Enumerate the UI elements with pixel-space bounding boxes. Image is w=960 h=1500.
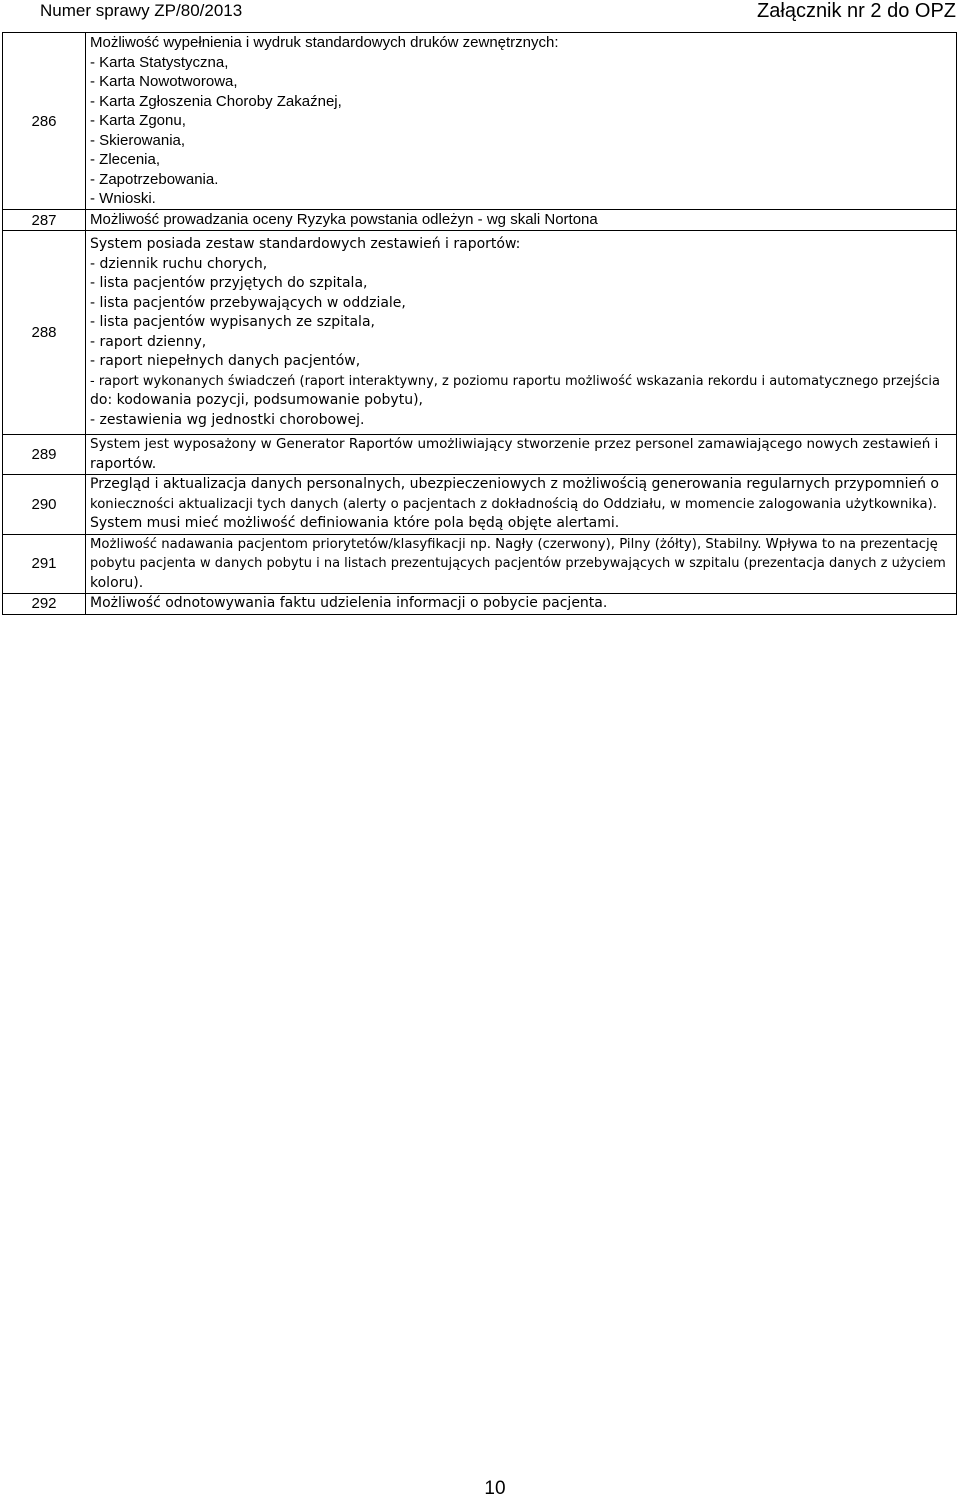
row-description — [86, 534, 957, 594]
description-line: - lista pacjentów przebywających w oddziale, — [90, 294, 406, 311]
table-row — [3, 33, 957, 210]
row-number: 288 — [3, 231, 86, 435]
description-line: - lista pacjentów wypisanych ze szpitala, — [90, 314, 375, 330]
row-number: 290 — [3, 475, 86, 535]
row-description — [86, 231, 957, 435]
description-line: System jest wyposażony w Generator Raportów umożliwiający stworzenie przez personel zamawiającego nowych zestawień i — [90, 436, 939, 452]
row-description — [86, 594, 957, 615]
description-line: - Skierowania, — [90, 131, 186, 149]
table-row — [3, 475, 957, 535]
description-line: do: kodowania pozycji, podsumowanie pobytu), — [90, 392, 423, 408]
requirements-table — [2, 32, 957, 615]
description-line: - dziennik ruchu chorych, — [90, 255, 268, 272]
description-line: - lista pacjentów przyjętych do szpitala, — [90, 275, 368, 291]
table-row — [3, 231, 957, 435]
row-number: 289 — [3, 435, 86, 475]
description-line: - Zapotrzebowania. — [90, 170, 219, 188]
description-line: System musi mieć możliwość definiowania które pola będą objęte alertami. — [90, 515, 620, 531]
row-description — [86, 435, 957, 475]
table-row — [3, 210, 957, 231]
description-line: Przegląd i aktualizacja danych personalnych, ubezpieczeniowych z możliwością generowania regularnych przypomnień o — [90, 476, 939, 492]
row-number: 292 — [3, 594, 86, 615]
description-line: Możliwość wypełnienia i wydruk standardowych druków zewnętrznych: — [90, 34, 559, 52]
description-line: System posiada zestaw standardowych zestawień i raportów: — [90, 236, 521, 252]
description-line: - Wnioski. — [90, 190, 156, 208]
description-line: - zestawienia wg jednostki chorobowej. — [90, 411, 365, 428]
description-line: - Karta Zgłoszenia Choroby Zakaźnej, — [90, 92, 342, 110]
description-line: - raport wykonanych świadczeń (raport interaktywny, z poziomu raportu możliwość wskazania rekordu i automatycznego przejścia — [90, 373, 941, 389]
row-number: 287 — [3, 210, 86, 231]
row-number: 286 — [3, 33, 86, 210]
description-line: - Karta Statystyczna, — [90, 53, 229, 71]
case-number: Numer sprawy ZP/80/2013 — [40, 1, 243, 20]
description-line: raportów. — [90, 455, 157, 472]
description-line: - Karta Zgonu, — [90, 112, 186, 130]
description-line: pobytu pacjenta w danych pobytu i na listach prezentujących pacjentów przebywających w szpitalu (prezentacja danych z użyciem — [90, 556, 946, 571]
table-row — [3, 534, 957, 594]
description-line: koloru). — [90, 574, 144, 591]
description-line: - Zlecenia, — [90, 151, 161, 169]
description-line: - raport niepełnych danych pacjentów, — [90, 353, 361, 369]
attachment-label: Załącznik nr 2 do OPZ — [757, 0, 956, 22]
row-description — [86, 33, 957, 210]
description-line: Możliwość nadawania pacjentom priorytetów/klasyfikacji np. Nagły (czerwony), Pilny (żółty), Stabilny. Wpływa to na prezentację — [90, 536, 938, 552]
table-row — [3, 594, 957, 615]
table-row — [3, 435, 957, 475]
description-line: - raport dzienny, — [90, 333, 207, 350]
description-line: - Karta Nowotworowa, — [90, 73, 238, 91]
description-line: Możliwość odnotowywania faktu udzielenia informacji o pobycie pacjenta. — [90, 595, 608, 611]
row-description — [86, 475, 957, 535]
description-line: konieczności aktualizacji tych danych (alerty o pacjentach z dokładnością do Oddziału, w momencie zalogowania użytkownika). — [90, 496, 937, 512]
row-description — [86, 210, 957, 231]
row-number: 291 — [3, 534, 86, 594]
page-number: 10 — [484, 1478, 506, 1499]
description-line: Możliwość prowadzania oceny Ryzyka powstania odleżyn - wg skali Nortona — [90, 211, 598, 229]
